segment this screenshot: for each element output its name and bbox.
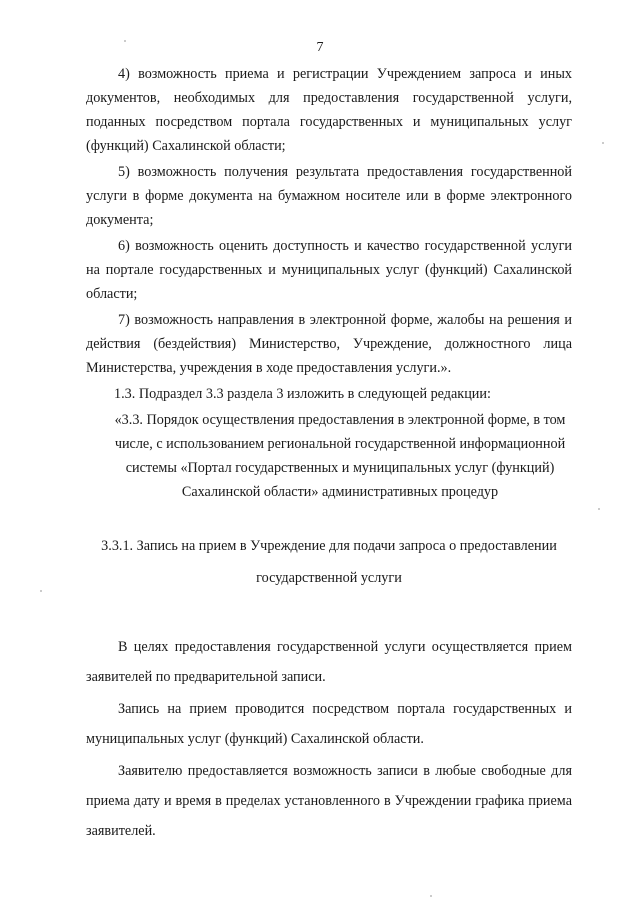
scan-speck [602, 142, 604, 144]
list-item-6: 6) возможность оценить доступность и качество государственной услуги на портале государственных и муниципальных услуг (функций) Сахалинской области; [86, 238, 572, 302]
scan-speck [40, 590, 42, 592]
list-item-7: 7) возможность направления в электронной форме, жалобы на решения и действия (бездействия) Министерство, Учреждение, должностного лица Министерства, учреждения в ходе предоставления услуги.». [86, 312, 572, 376]
body-paragraph-3: Заявителю предоставляется возможность записи в любые свободные для приема дату и время в пределах установленного в Учреждении графика приема заявителей. [86, 763, 572, 839]
body-paragraph-2: Запись на прием проводится посредством портала государственных и муниципальных услуг (функций) Сахалинской области. [86, 701, 572, 747]
section-3-3-heading: «3.3. Порядок осуществления предоставления в электронной форме, в том числе, с использованием региональной государственной информационной системы «Портал государственных и муниципальных услуг (функций) Сахалинской области» административных процедур [114, 412, 566, 500]
document-body [86, 62, 572, 848]
list-item-5: 5) возможность получения результата предоставления государственной услуги в форме документа на бумажном носителе или в форме электронного документа; [86, 164, 572, 228]
list-item-4: 4) возможность приема и регистрации Учреждением запроса и иных документов, необходимых для предоставления государственной услуги, поданных посредством портала государственных и муниципальных услуг (функций) Сахалинской области; [86, 66, 572, 154]
scan-speck [598, 508, 600, 510]
scan-speck [430, 895, 432, 897]
section-1-3-paragraph: 1.3. Подраздел 3.3 раздела 3 изложить в следующей редакции: [114, 386, 491, 402]
page-number: 7 [316, 40, 324, 55]
scan-speck [124, 40, 126, 42]
body-paragraph-1: В целях предоставления государственной услуги осуществляется прием заявителей по предварительной записи. [86, 639, 572, 685]
section-3-3-1-heading: 3.3.1. Запись на прием в Учреждение для подачи запроса о предоставлении государственной услуги [101, 538, 557, 586]
